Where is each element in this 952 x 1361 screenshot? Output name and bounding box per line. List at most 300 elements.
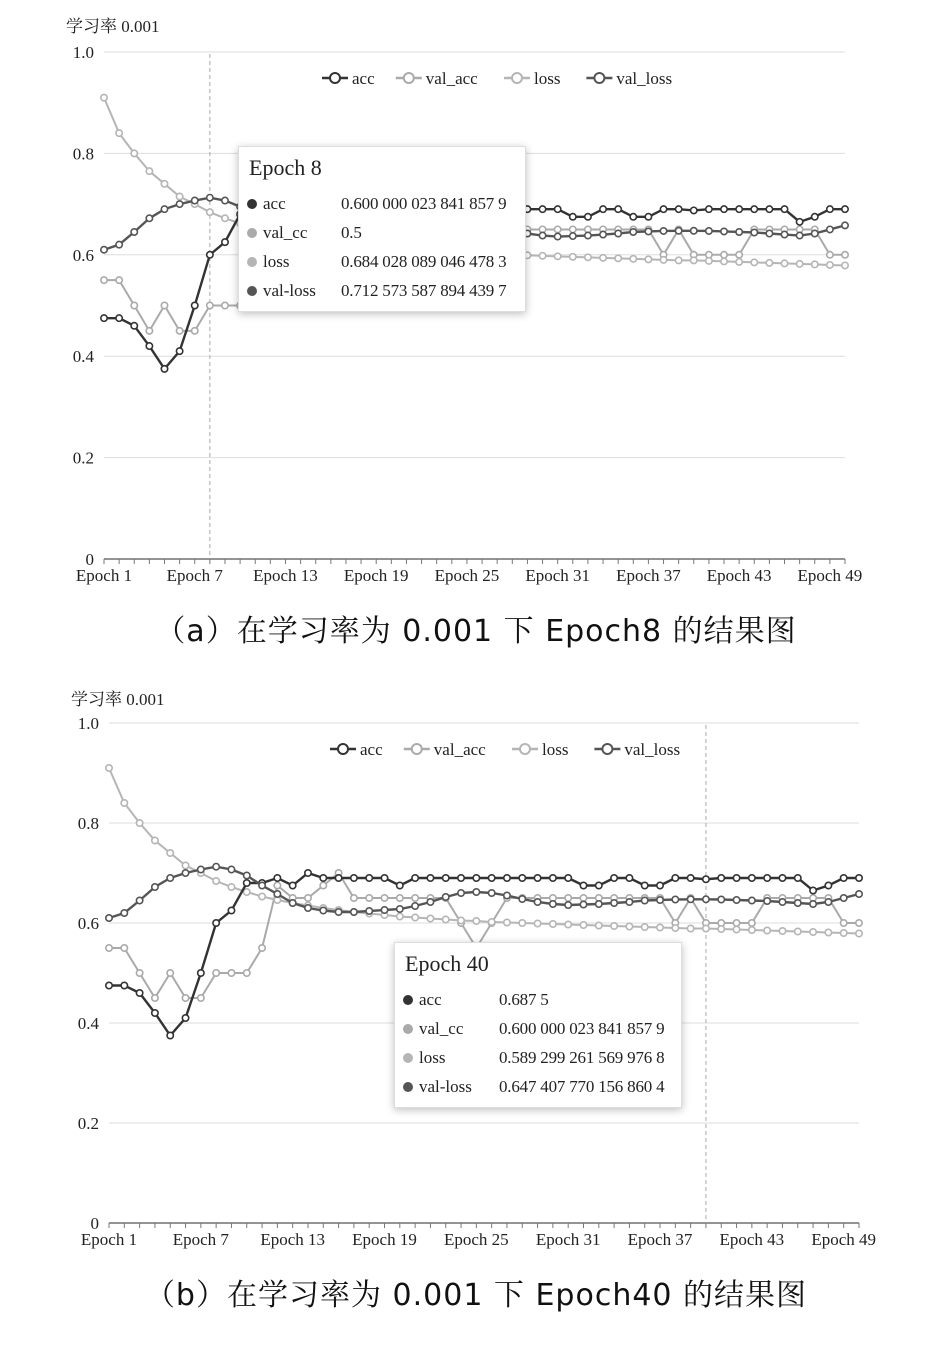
y-tick-label: 1.0 bbox=[77, 714, 99, 733]
data-point-val_acc bbox=[106, 945, 112, 951]
data-point-acc bbox=[351, 875, 357, 881]
data-point-val_loss bbox=[764, 898, 770, 904]
legend-label-loss: loss bbox=[534, 69, 561, 88]
data-point-val_acc bbox=[228, 970, 234, 976]
data-point-loss bbox=[580, 922, 586, 928]
data-point-loss bbox=[228, 884, 234, 890]
legend-marker-loss bbox=[512, 73, 522, 83]
data-point-val_loss bbox=[781, 231, 787, 237]
data-point-val_loss bbox=[167, 875, 173, 881]
data-point-val_loss bbox=[539, 232, 545, 238]
data-point-val_loss bbox=[213, 864, 219, 870]
data-point-val_loss bbox=[519, 896, 525, 902]
legend-label-val_loss: val_loss bbox=[616, 69, 673, 88]
data-point-val_loss bbox=[706, 228, 712, 234]
data-point-val_loss bbox=[121, 910, 127, 916]
series-line-val_loss bbox=[109, 867, 859, 918]
data-point-loss bbox=[781, 260, 787, 266]
tooltip-series-name: val_cc bbox=[263, 222, 308, 242]
data-point-loss bbox=[207, 209, 213, 215]
x-tick-label: Epoch 43 bbox=[706, 566, 772, 585]
data-point-loss bbox=[691, 257, 697, 263]
data-point-acc bbox=[718, 875, 724, 881]
data-point-loss bbox=[600, 255, 606, 261]
data-point-val_loss bbox=[766, 230, 772, 236]
data-point-val_loss bbox=[192, 197, 198, 203]
data-point-acc bbox=[167, 1032, 173, 1038]
data-point-acc bbox=[106, 982, 112, 988]
data-point-val_loss bbox=[600, 231, 606, 237]
data-point-loss bbox=[488, 919, 494, 925]
series-dot-icon bbox=[403, 1053, 413, 1063]
data-point-val_acc bbox=[192, 328, 198, 334]
x-tick-label: Epoch 25 bbox=[444, 1230, 509, 1249]
data-point-acc bbox=[840, 875, 846, 881]
data-point-val_acc bbox=[176, 328, 182, 334]
chart-panel-b bbox=[0, 680, 952, 1361]
data-point-val_loss bbox=[101, 247, 107, 253]
data-point-acc bbox=[207, 252, 213, 258]
data-point-acc bbox=[131, 323, 137, 329]
legend-label-loss: loss bbox=[542, 740, 569, 759]
tooltip-series-value: 0.600 000 023 841 857 9 bbox=[499, 1018, 665, 1038]
data-point-loss bbox=[397, 913, 403, 919]
x-tick-label: Epoch 19 bbox=[352, 1230, 417, 1249]
data-point-loss bbox=[570, 254, 576, 260]
data-point-val_loss bbox=[244, 872, 250, 878]
data-point-loss bbox=[222, 215, 228, 221]
data-point-acc bbox=[687, 875, 693, 881]
tooltip-title: Epoch 8 bbox=[249, 155, 322, 180]
data-point-val_acc bbox=[366, 895, 372, 901]
data-point-loss bbox=[565, 921, 571, 927]
data-point-acc bbox=[161, 366, 167, 372]
data-point-loss bbox=[427, 915, 433, 921]
x-tick-label: Epoch 37 bbox=[627, 1230, 693, 1249]
data-point-acc bbox=[412, 875, 418, 881]
data-point-acc bbox=[101, 315, 107, 321]
data-point-val_loss bbox=[473, 889, 479, 895]
x-tick-label: Epoch 13 bbox=[260, 1230, 326, 1249]
data-point-val_loss bbox=[703, 896, 709, 902]
x-tick-label: Epoch 19 bbox=[343, 566, 409, 585]
data-point-acc bbox=[228, 907, 234, 913]
data-point-loss bbox=[121, 800, 127, 806]
data-point-loss bbox=[779, 928, 785, 934]
data-point-loss bbox=[550, 921, 556, 927]
data-point-loss bbox=[687, 925, 693, 931]
data-point-acc bbox=[146, 343, 152, 349]
data-point-val_acc bbox=[121, 945, 127, 951]
data-point-val_loss bbox=[381, 907, 387, 913]
y-tick-label: 0 bbox=[90, 1214, 99, 1233]
data-point-val_acc bbox=[161, 302, 167, 308]
legend-marker-val_acc bbox=[412, 744, 422, 754]
series-dot-icon bbox=[403, 1024, 413, 1034]
data-point-val_loss bbox=[626, 899, 632, 905]
legend-label-acc: acc bbox=[352, 69, 375, 88]
legend-marker-val_loss bbox=[594, 73, 604, 83]
chart-title: 学习率 0.001 bbox=[71, 690, 165, 709]
data-point-val_loss bbox=[427, 899, 433, 905]
data-point-val_acc bbox=[580, 895, 586, 901]
data-point-val_loss bbox=[176, 201, 182, 207]
data-point-loss bbox=[152, 837, 158, 843]
data-point-val_loss bbox=[825, 899, 831, 905]
data-point-val_acc bbox=[856, 920, 862, 926]
series-dot-icon bbox=[247, 257, 257, 267]
data-point-val_loss bbox=[131, 229, 137, 235]
chart-panel-a bbox=[0, 0, 952, 680]
data-point-loss bbox=[554, 253, 560, 259]
x-tick-label: Epoch 49 bbox=[811, 1230, 877, 1249]
data-point-loss bbox=[657, 924, 663, 930]
series-dot-icon bbox=[247, 228, 257, 238]
data-point-val_acc bbox=[131, 302, 137, 308]
data-point-val_loss bbox=[274, 891, 280, 897]
data-point-val_loss bbox=[675, 228, 681, 234]
data-point-loss bbox=[796, 261, 802, 267]
x-tick-label: Epoch 49 bbox=[797, 566, 863, 585]
data-point-acc bbox=[733, 875, 739, 881]
data-point-val_loss bbox=[161, 206, 167, 212]
x-tick-label: Epoch 7 bbox=[166, 566, 223, 585]
data-point-acc bbox=[795, 875, 801, 881]
data-point-loss bbox=[660, 257, 666, 263]
data-point-acc bbox=[812, 214, 818, 220]
data-point-loss bbox=[473, 918, 479, 924]
data-point-acc bbox=[152, 1010, 158, 1016]
data-point-val_acc bbox=[213, 970, 219, 976]
data-point-acc bbox=[660, 206, 666, 212]
data-point-val_acc bbox=[305, 895, 311, 901]
tooltip-row-val-cc bbox=[403, 1014, 673, 1043]
data-point-loss bbox=[259, 893, 265, 899]
legend-label-val_acc: val_acc bbox=[433, 740, 486, 759]
data-point-val_loss bbox=[152, 884, 158, 890]
data-point-loss bbox=[116, 130, 122, 136]
data-point-acc bbox=[504, 875, 510, 881]
data-point-val_acc bbox=[351, 895, 357, 901]
data-point-loss bbox=[244, 889, 250, 895]
data-point-val_loss bbox=[812, 230, 818, 236]
data-point-val_loss bbox=[146, 215, 152, 221]
figure-caption-a: （a）在学习率为 0.001 下 Epoch8 的结果图 bbox=[155, 614, 797, 649]
data-point-loss bbox=[626, 923, 632, 929]
data-point-acc bbox=[443, 875, 449, 881]
y-tick-label: 0.2 bbox=[77, 1114, 99, 1133]
data-point-loss bbox=[642, 924, 648, 930]
tooltip-series-name: loss bbox=[263, 251, 290, 271]
data-point-val_acc bbox=[565, 895, 571, 901]
data-point-val_loss bbox=[611, 900, 617, 906]
data-point-val_loss bbox=[842, 222, 848, 228]
data-point-val_loss bbox=[585, 232, 591, 238]
x-tick-label: Epoch 1 bbox=[75, 566, 133, 585]
data-point-loss bbox=[706, 258, 712, 264]
data-point-val_loss bbox=[289, 900, 295, 906]
data-point-loss bbox=[718, 926, 724, 932]
data-point-acc bbox=[116, 315, 122, 321]
data-point-acc bbox=[703, 876, 709, 882]
data-point-acc bbox=[136, 990, 142, 996]
data-point-acc bbox=[565, 875, 571, 881]
tooltip-series-name: acc bbox=[263, 193, 286, 213]
data-point-val_acc bbox=[274, 882, 280, 888]
data-point-loss bbox=[596, 922, 602, 928]
data-point-val_loss bbox=[228, 866, 234, 872]
figure-caption-b: （b）在学习率为 0.001 下 Epoch40 的结果图 bbox=[144, 1278, 808, 1313]
data-point-val_acc bbox=[570, 226, 576, 232]
data-point-val_loss bbox=[795, 900, 801, 906]
data-point-acc bbox=[473, 875, 479, 881]
tooltip-series-name: val_cc bbox=[419, 1018, 464, 1038]
data-point-loss bbox=[611, 923, 617, 929]
x-tick-label: Epoch 7 bbox=[172, 1230, 229, 1249]
data-point-val_loss bbox=[642, 897, 648, 903]
data-point-val_loss bbox=[443, 894, 449, 900]
data-point-val_loss bbox=[366, 908, 372, 914]
data-point-loss bbox=[812, 261, 818, 267]
tooltip-series-name: acc bbox=[419, 989, 442, 1009]
data-point-loss bbox=[795, 928, 801, 934]
data-point-acc bbox=[213, 920, 219, 926]
data-point-loss bbox=[146, 168, 152, 174]
data-point-acc bbox=[645, 214, 651, 220]
data-point-acc bbox=[539, 206, 545, 212]
data-point-loss bbox=[136, 820, 142, 826]
data-point-loss bbox=[101, 94, 107, 100]
data-point-loss bbox=[749, 927, 755, 933]
data-point-acc bbox=[611, 875, 617, 881]
data-point-loss bbox=[703, 925, 709, 931]
data-point-val_loss bbox=[660, 228, 666, 234]
data-point-acc bbox=[554, 206, 560, 212]
data-point-val_acc bbox=[146, 328, 152, 334]
tooltip-series-value: 0.600 000 023 841 857 9 bbox=[341, 193, 507, 213]
y-tick-label: 0.4 bbox=[72, 347, 94, 367]
y-tick-label: 0.4 bbox=[77, 1014, 99, 1033]
data-point-loss bbox=[615, 255, 621, 261]
tooltip-series-value: 0.589 299 261 569 976 8 bbox=[499, 1047, 665, 1067]
data-point-val_acc bbox=[116, 277, 122, 283]
data-point-val_acc bbox=[736, 252, 742, 258]
y-tick-label: 1.0 bbox=[72, 43, 94, 62]
data-point-loss bbox=[721, 258, 727, 264]
x-tick-label: Epoch 31 bbox=[535, 1230, 601, 1249]
data-point-loss bbox=[167, 850, 173, 856]
data-point-acc bbox=[381, 875, 387, 881]
data-point-acc bbox=[121, 982, 127, 988]
data-point-val_acc bbox=[152, 995, 158, 1001]
tooltip-epoch-40 bbox=[394, 942, 682, 1108]
x-tick-label: Epoch 13 bbox=[253, 566, 318, 585]
data-point-val_loss bbox=[554, 233, 560, 239]
data-point-val_acc bbox=[101, 277, 107, 283]
data-point-val_acc bbox=[412, 895, 418, 901]
data-point-val_loss bbox=[596, 901, 602, 907]
data-point-val_loss bbox=[810, 901, 816, 907]
data-point-loss bbox=[675, 257, 681, 263]
data-point-acc bbox=[274, 875, 280, 881]
tooltip-series-value: 0.647 407 770 156 860 4 bbox=[499, 1076, 665, 1096]
data-point-val_loss bbox=[687, 896, 693, 902]
series-dot-icon bbox=[403, 1082, 413, 1092]
data-point-acc bbox=[182, 1015, 188, 1021]
y-tick-label: 0 bbox=[85, 550, 94, 569]
data-point-val_loss bbox=[207, 195, 213, 201]
data-point-val_loss bbox=[504, 892, 510, 898]
data-point-loss bbox=[751, 259, 757, 265]
data-point-acc bbox=[675, 206, 681, 212]
data-point-acc bbox=[192, 302, 198, 308]
data-point-acc bbox=[642, 882, 648, 888]
data-point-val_acc bbox=[749, 920, 755, 926]
data-point-val_acc bbox=[198, 995, 204, 1001]
data-point-val_loss bbox=[736, 229, 742, 235]
data-point-val_loss bbox=[534, 899, 540, 905]
data-point-loss bbox=[213, 878, 219, 884]
data-point-val_loss bbox=[615, 230, 621, 236]
data-point-val_loss bbox=[580, 901, 586, 907]
data-point-loss bbox=[106, 765, 112, 771]
data-point-acc bbox=[721, 206, 727, 212]
data-point-loss bbox=[736, 259, 742, 265]
data-point-loss bbox=[764, 927, 770, 933]
legend-label-acc: acc bbox=[360, 740, 383, 759]
x-tick-label: Epoch 31 bbox=[525, 566, 591, 585]
x-tick-label: Epoch 43 bbox=[719, 1230, 785, 1249]
data-point-loss bbox=[810, 929, 816, 935]
data-point-val_loss bbox=[397, 906, 403, 912]
data-point-acc bbox=[305, 870, 311, 876]
data-point-val_loss bbox=[550, 901, 556, 907]
data-point-acc bbox=[827, 206, 833, 212]
data-point-loss bbox=[840, 930, 846, 936]
data-point-acc bbox=[856, 875, 862, 881]
data-point-val_loss bbox=[630, 229, 636, 235]
data-point-loss bbox=[131, 150, 137, 156]
data-point-loss bbox=[176, 193, 182, 199]
data-point-acc bbox=[458, 875, 464, 881]
tooltip-row-val-loss bbox=[403, 1072, 673, 1101]
data-point-val_acc bbox=[167, 970, 173, 976]
data-point-acc bbox=[751, 206, 757, 212]
data-point-val_acc bbox=[222, 302, 228, 308]
data-point-acc bbox=[397, 882, 403, 888]
data-point-loss bbox=[519, 920, 525, 926]
series-line-loss bbox=[109, 768, 859, 934]
series-dot-icon bbox=[403, 995, 413, 1005]
data-point-acc bbox=[320, 875, 326, 881]
data-point-val_loss bbox=[672, 896, 678, 902]
data-point-val_loss bbox=[751, 229, 757, 235]
x-tick-label: Epoch 25 bbox=[434, 566, 500, 585]
tooltip-row-acc bbox=[403, 985, 673, 1014]
data-point-loss bbox=[733, 926, 739, 932]
tooltip-series-name: val-loss bbox=[263, 280, 316, 300]
data-point-val_loss bbox=[222, 197, 228, 203]
y-tick-label: 0.6 bbox=[77, 914, 99, 933]
series-dot-icon bbox=[247, 199, 257, 209]
data-point-acc bbox=[657, 882, 663, 888]
data-point-acc bbox=[691, 207, 697, 213]
tooltip-series-value: 0.684 028 089 046 478 3 bbox=[341, 251, 507, 271]
data-point-val_acc bbox=[842, 252, 848, 258]
data-point-val_acc bbox=[733, 920, 739, 926]
data-point-val_acc bbox=[244, 970, 250, 976]
legend-marker-acc bbox=[338, 744, 348, 754]
data-point-val_acc bbox=[136, 970, 142, 976]
data-point-loss bbox=[412, 914, 418, 920]
data-point-acc bbox=[570, 214, 576, 220]
data-point-acc bbox=[244, 880, 250, 886]
data-point-acc bbox=[779, 875, 785, 881]
data-point-acc bbox=[596, 882, 602, 888]
x-tick-label: Epoch 37 bbox=[616, 566, 681, 585]
data-point-val_acc bbox=[397, 895, 403, 901]
data-point-loss bbox=[534, 920, 540, 926]
data-point-acc bbox=[580, 882, 586, 888]
tooltip-series-value: 0.712 573 587 894 439 7 bbox=[341, 280, 507, 300]
data-point-loss bbox=[182, 862, 188, 868]
data-point-loss bbox=[825, 929, 831, 935]
y-tick-label: 0.8 bbox=[72, 144, 94, 164]
data-point-val_loss bbox=[856, 891, 862, 897]
legend-marker-val_loss bbox=[602, 744, 612, 754]
data-point-val_loss bbox=[570, 233, 576, 239]
data-point-loss bbox=[585, 254, 591, 260]
data-point-loss bbox=[856, 930, 862, 936]
y-tick-label: 0.2 bbox=[72, 448, 94, 468]
data-point-acc bbox=[615, 206, 621, 212]
data-point-acc bbox=[796, 219, 802, 225]
data-point-loss bbox=[630, 256, 636, 262]
data-point-acc bbox=[550, 875, 556, 881]
data-point-val_loss bbox=[749, 897, 755, 903]
data-point-val_loss bbox=[565, 902, 571, 908]
data-point-val_loss bbox=[106, 915, 112, 921]
tooltip-series-name: loss bbox=[419, 1047, 446, 1067]
data-point-val_loss bbox=[136, 897, 142, 903]
data-point-acc bbox=[749, 875, 755, 881]
tooltip-row-val-cc bbox=[247, 218, 517, 247]
data-point-val_loss bbox=[779, 899, 785, 905]
data-point-val_acc bbox=[182, 995, 188, 1001]
tooltip-title: Epoch 40 bbox=[405, 951, 489, 976]
data-point-val_acc bbox=[381, 895, 387, 901]
data-point-acc bbox=[585, 214, 591, 220]
data-point-val_acc bbox=[207, 302, 213, 308]
data-point-acc bbox=[810, 887, 816, 893]
tooltip-series-name: val-loss bbox=[419, 1076, 472, 1096]
data-point-val_loss bbox=[645, 228, 651, 234]
data-point-loss bbox=[645, 256, 651, 262]
chart-title: 学习率 0.001 bbox=[66, 17, 160, 36]
tooltip-row-acc bbox=[247, 189, 517, 218]
data-point-val_loss bbox=[259, 882, 265, 888]
x-tick-label: Epoch 1 bbox=[80, 1230, 138, 1249]
legend-marker-acc bbox=[330, 73, 340, 83]
data-point-loss bbox=[672, 925, 678, 931]
data-point-val_acc bbox=[259, 945, 265, 951]
tooltip-epoch-8 bbox=[238, 146, 526, 312]
data-point-val_loss bbox=[458, 890, 464, 896]
data-point-acc bbox=[289, 882, 295, 888]
data-point-loss bbox=[827, 262, 833, 268]
tooltip-row-loss bbox=[403, 1043, 673, 1072]
data-point-acc bbox=[626, 875, 632, 881]
